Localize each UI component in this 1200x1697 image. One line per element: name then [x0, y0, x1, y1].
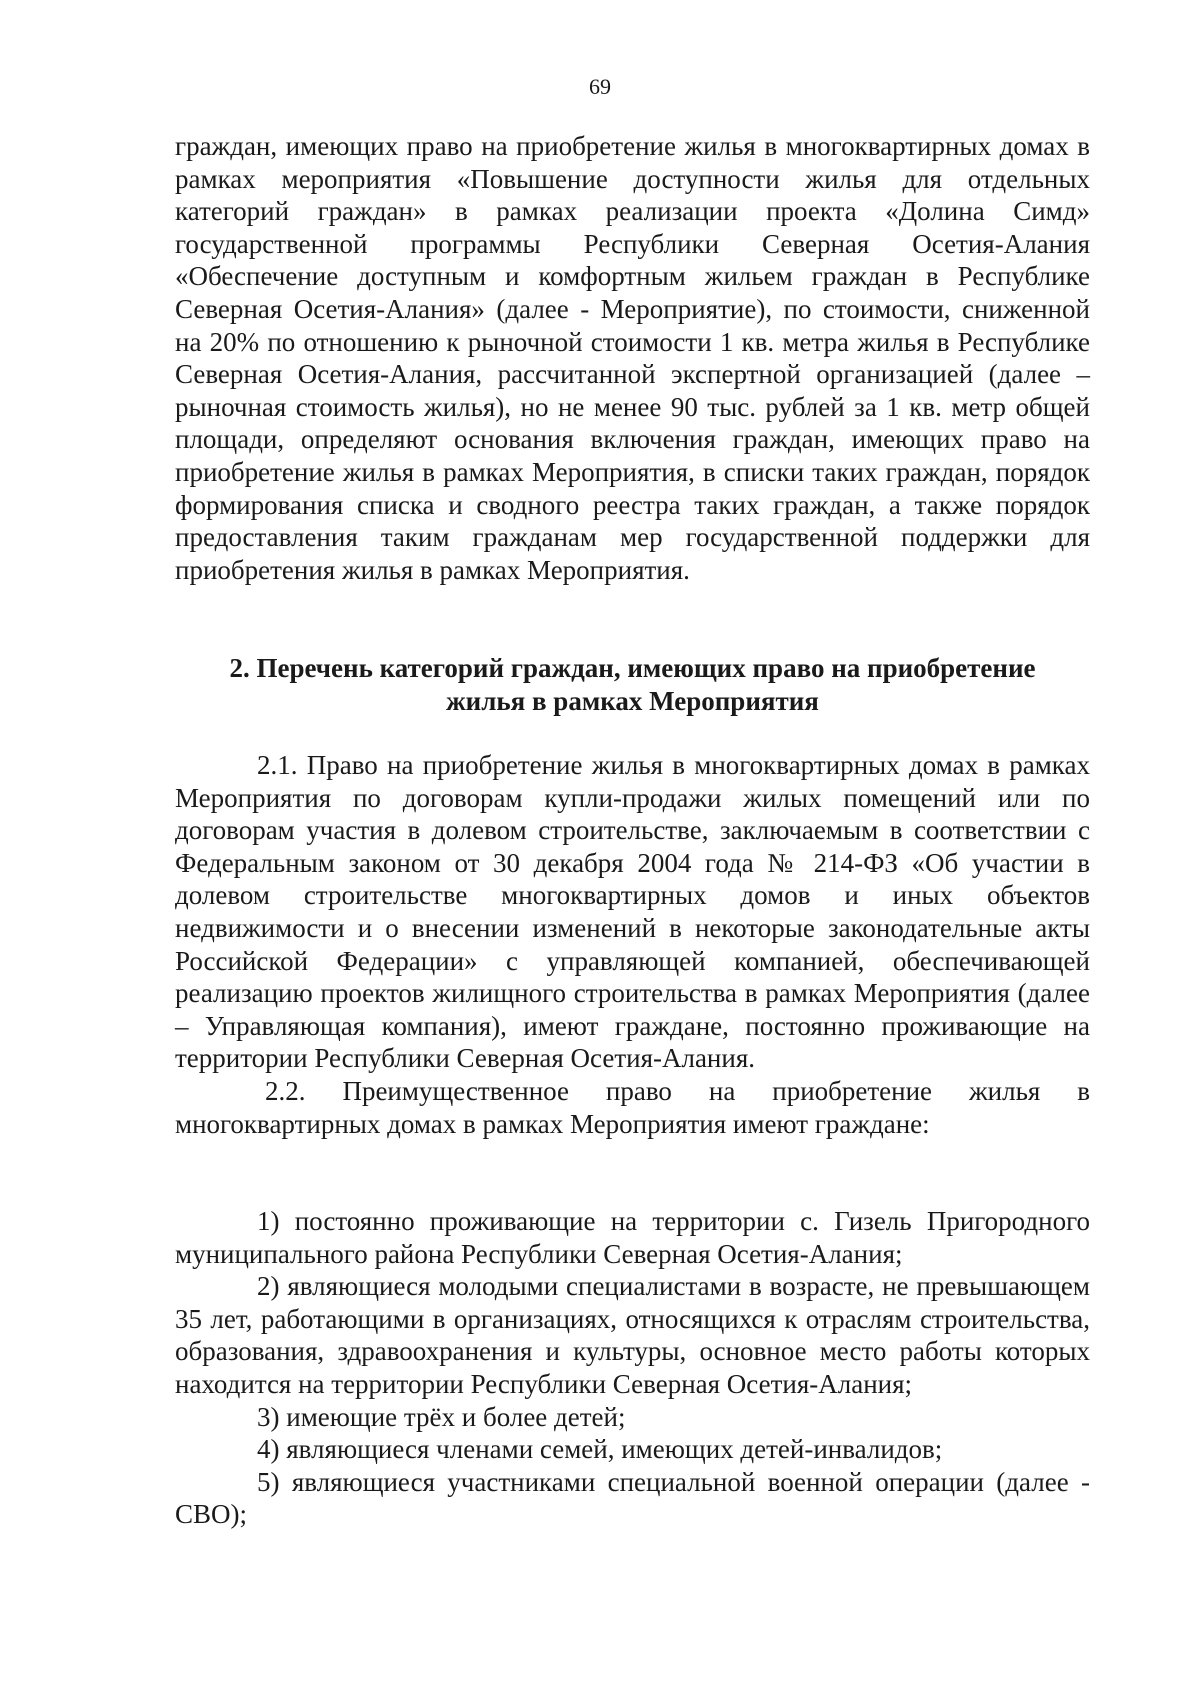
page-number: 69	[589, 74, 611, 99]
list-item: 2) являющиеся молодыми специалистами в возрасте, не превышающем 35 лет, работающими в организациях, относящихся к отраслям строительства, образования, здравоохранения и культуры, основное место работы которых находится на территории Республики Северная Осетия-Алания;	[175, 1271, 1090, 1399]
section-heading	[175, 652, 1090, 718]
section-heading-line-2: жилья в рамках Мероприятия	[446, 686, 819, 716]
clause-2-1-block	[175, 749, 1090, 1140]
clause-2-1: 2.1. Право на приобретение жилья в многоквартирных домах в рамках Мероприятия по договорам купли-продажи жилых помещений или по договорам участия в долевом строительстве, заключаемым в соответствии с Федеральным законом от 30 декабря 2004 года № 214-ФЗ «Об участии в долевом строительстве многоквартирных домов и иных объектов недвижимости и о внесении изменений в некоторые законодательные акты Российской Федерации» с управляющей компанией, обеспечивающей реализацию проектов жилищного строительства в рамках Мероприятия (далее – Управляющая компания), имеют граждане, постоянно проживающие на территории Республики Северная Осетия-Алания.	[175, 750, 1090, 1074]
intro-paragraph: граждан, имеющих право на приобретение жилья в многоквартирных домах в рамках мероприятия «Повышение доступности жилья для отдельных категорий граждан» в рамках реализации проекта «Долина Симд» государственной программы Республики Северная Осетия-Алания «Обеспечение доступным и комфортным жильем граждан в Республике Северная Осетия-Алания» (далее - Мероприятие), по стоимости, сниженной на 20% по отношению к рыночной стоимости 1 кв. метра жилья в Республике Северная Осетия-Алания, рассчитанной экспертной организацией (далее – рыночная стоимость жилья), но не менее 90 тыс. рублей за 1 кв. метр общей площади, определяют основания включения граждан, имеющих право на приобретение жилья в рамках Мероприятия, в списки таких граждан, порядок формирования списка и сводного реестра таких граждан, а также порядок предоставления таким гражданам мер государственной поддержки для приобретения жилья в рамках Мероприятия.	[175, 131, 1090, 585]
clause-2-2: 2.2. Преимущественное право на приобретение жилья в многоквартирных домах в рамках Мероприятия имеют граждане:	[175, 1075, 1090, 1139]
list-item: 5) являющиеся участниками специальной военной операции (далее - СВО);	[175, 1466, 1090, 1530]
intro-paragraph-block	[175, 130, 1090, 586]
list-item: 3) имеющие трёх и более детей;	[257, 1401, 626, 1432]
list-item: 4) являющиеся членами семей, имеющих детей-инвалидов;	[257, 1434, 943, 1465]
list-item: 1) постоянно проживающие на территории с. Гизель Пригородного муниципального района Республики Северная Осетия-Алания;	[175, 1206, 1090, 1269]
priority-list	[175, 1205, 1090, 1531]
section-heading-line-1: 2. Перечень категорий граждан, имеющих право на приобретение	[229, 653, 1036, 683]
